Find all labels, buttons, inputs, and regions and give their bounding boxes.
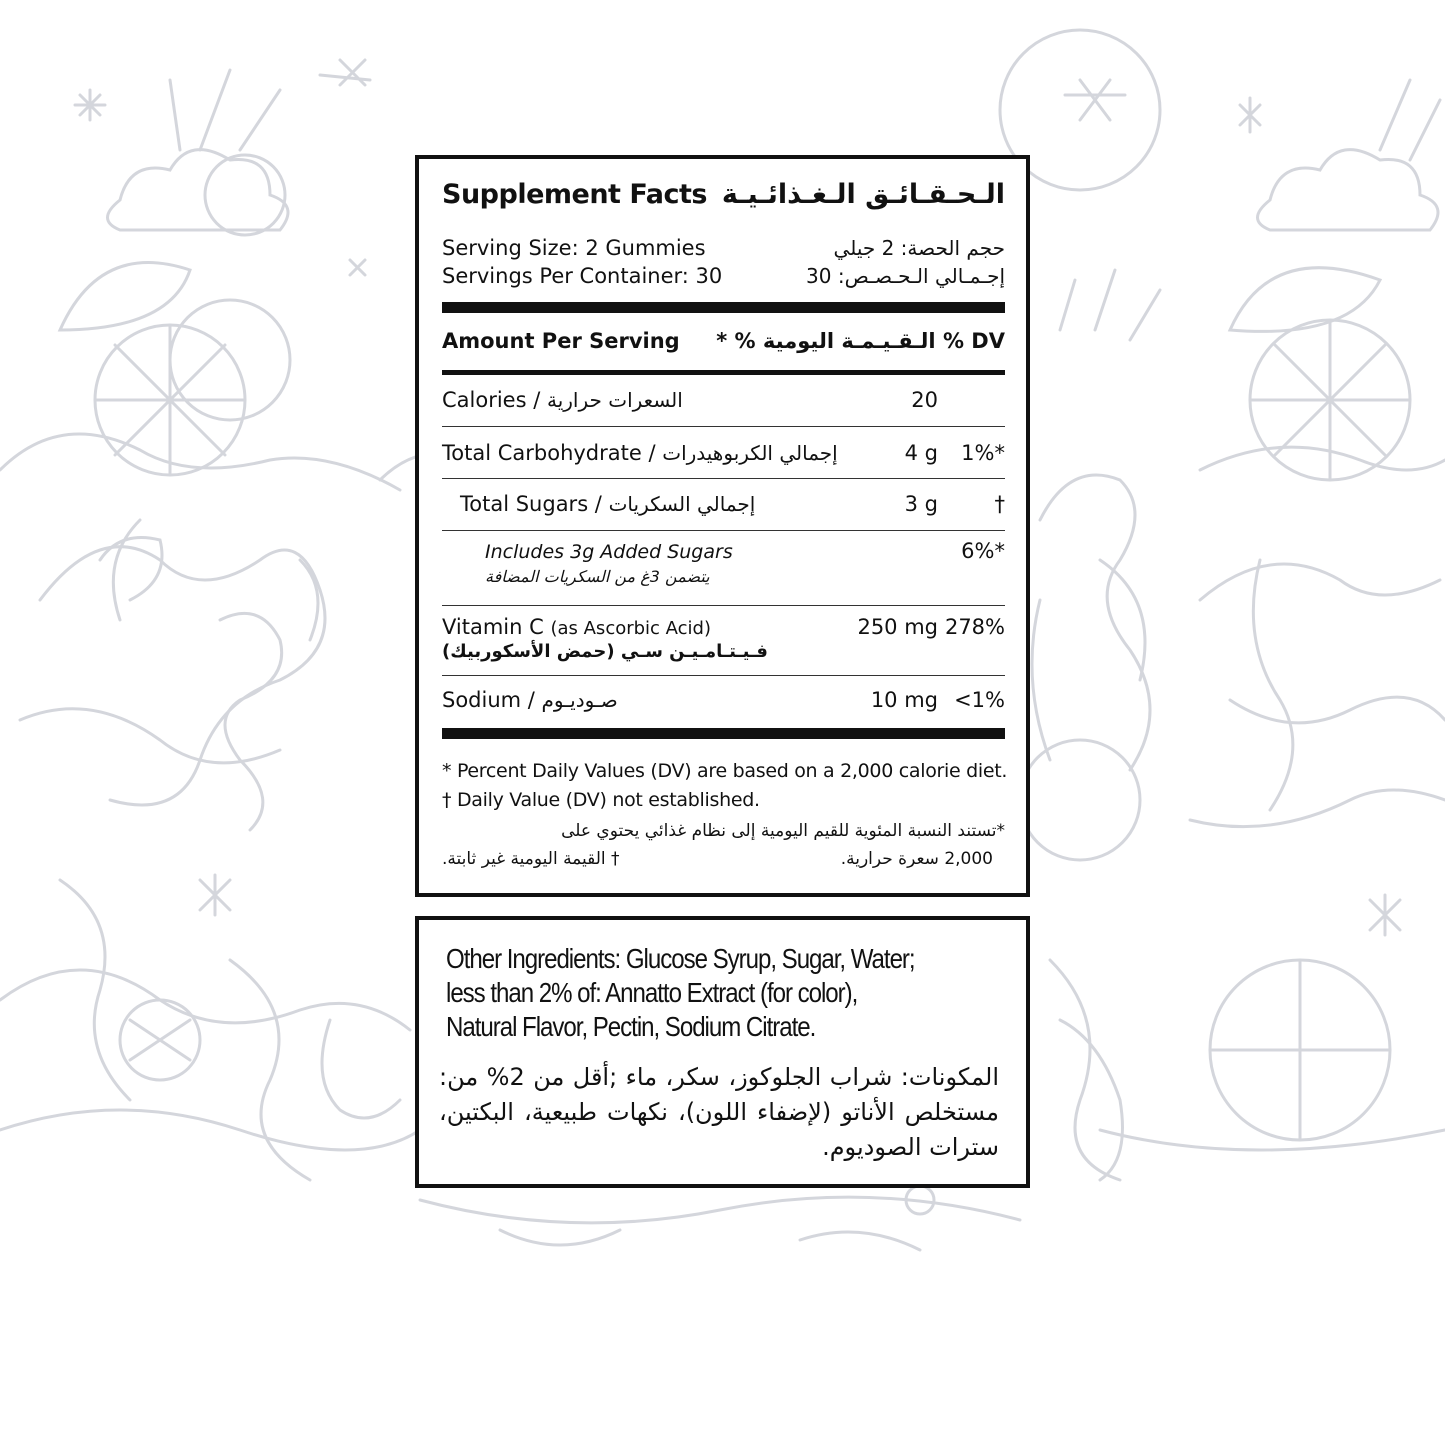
- carbohydrate-label-ar: إجمالي الكربوهيدرات: [662, 441, 838, 465]
- sodium-label-en: Sodium /: [442, 688, 535, 712]
- added-sugars-label-ar: يتضمن 3غ من السكريات المضافة: [485, 567, 710, 586]
- background-leaves-left: [0, 434, 470, 1180]
- ingredients-text-ar: المكونات: شراب الجلوكوز، سكر، ماء ;أقل من 2% من: مستخلص الأناتو (لإضفاء اللون)، نكهات طبيعية، البكتين، سترات الصوديوم.: [439, 1063, 999, 1161]
- sodium-dv: <1%: [954, 688, 1005, 712]
- facts-title-ar: الـحـقـائـق الـغـذائـيـة: [721, 179, 1005, 210]
- serving-size-ar: حجم الحصة: 2 جيلي: [833, 236, 1005, 260]
- divider-thick-top: [442, 302, 1005, 313]
- footnote-ar-dv-basis: *تستند النسبة المئوية للقيم اليومية إلى نظام غذائي يحتوي على: [561, 821, 1005, 841]
- daily-value-header: * % الـقـيـمـة اليومية % DV: [716, 329, 1005, 353]
- divider-medium: [442, 370, 1005, 375]
- background-figures-right: [1020, 475, 1445, 860]
- carbohydrate-label-en: Total Carbohydrate /: [442, 441, 656, 465]
- other-ingredients-panel: [415, 916, 1030, 1188]
- calories-row: [442, 388, 683, 412]
- divider-thin: [442, 675, 1005, 676]
- background-fruit-left: [60, 263, 290, 476]
- sugars-label-en: Total Sugars /: [460, 492, 602, 516]
- footnote-ar-not-established: † القيمة اليومية غير ثابتة.: [442, 849, 620, 869]
- vitamin-c-label-ar: فـيـتـامـيـن سـي (حمض الأسكوربيك): [442, 641, 768, 662]
- sodium-amount: 10 mg: [870, 688, 938, 712]
- sugars-amount: 3 g: [904, 492, 938, 516]
- footnote-ar-calories: 2,000 سعرة حرارية.: [840, 849, 993, 869]
- divider-thick-bottom: [442, 728, 1005, 739]
- background-fruit-right: [1200, 268, 1445, 480]
- sugars-row: [460, 492, 755, 516]
- sodium-label-ar: صـوديـوم: [541, 688, 618, 712]
- background-figures-left: [20, 520, 325, 830]
- background-bottom-right: [1050, 960, 1445, 1180]
- carbohydrate-row: [442, 441, 838, 465]
- carbohydrate-amount: 4 g: [904, 441, 938, 465]
- vitamin-c-source: (as Ascorbic Acid): [550, 618, 712, 639]
- facts-title-en: Supplement Facts: [442, 179, 707, 210]
- calories-amount: 20: [911, 388, 938, 412]
- ingredients-text-en: Other Ingredients: Glucose Syrup, Sugar, Water; less than 2% of: Annatto Extract (for color), Natural Flavor, Pectin, Sodium Citrate.: [446, 943, 915, 1042]
- sugars-dv: †: [994, 492, 1005, 516]
- divider-thin: [442, 530, 1005, 531]
- divider-thin: [442, 426, 1005, 427]
- added-sugars-dv: 6%*: [961, 539, 1005, 563]
- vitamin-c-dv: 278%: [944, 615, 1005, 639]
- background-cloud-sun-right: [1000, 30, 1440, 340]
- sodium-row: [442, 688, 618, 712]
- carbohydrate-dv: 1%*: [961, 441, 1005, 465]
- vitamin-c-name: Vitamin C: [442, 615, 544, 639]
- background-cloud-sun-left: [108, 70, 289, 235]
- divider-thin: [442, 478, 1005, 479]
- vitamin-c-label-en: [442, 615, 711, 639]
- added-sugars-label-en: Includes 3g Added Sugars: [485, 541, 733, 563]
- sugars-label-ar: إجمالي السكريات: [608, 492, 756, 516]
- divider-thin: [442, 605, 1005, 606]
- calories-label-ar: السعرات حرارية: [546, 388, 683, 412]
- footnote-en-dv-basis: * Percent Daily Values (DV) are based on a 2,000 calorie diet.: [442, 760, 1008, 782]
- calories-label-en: Calories /: [442, 388, 541, 412]
- supplement-facts-panel: [415, 155, 1030, 897]
- servings-per-container-ar: إجـمـالي الـحـصـص: 30: [806, 264, 1005, 288]
- footnote-en-not-established: † Daily Value (DV) not established.: [442, 789, 760, 811]
- servings-per-container-en: Servings Per Container: 30: [442, 264, 723, 288]
- vitamin-c-amount: 250 mg: [857, 615, 938, 639]
- serving-size-en: Serving Size: 2 Gummies: [442, 236, 706, 260]
- amount-per-serving-header: Amount Per Serving: [442, 329, 680, 353]
